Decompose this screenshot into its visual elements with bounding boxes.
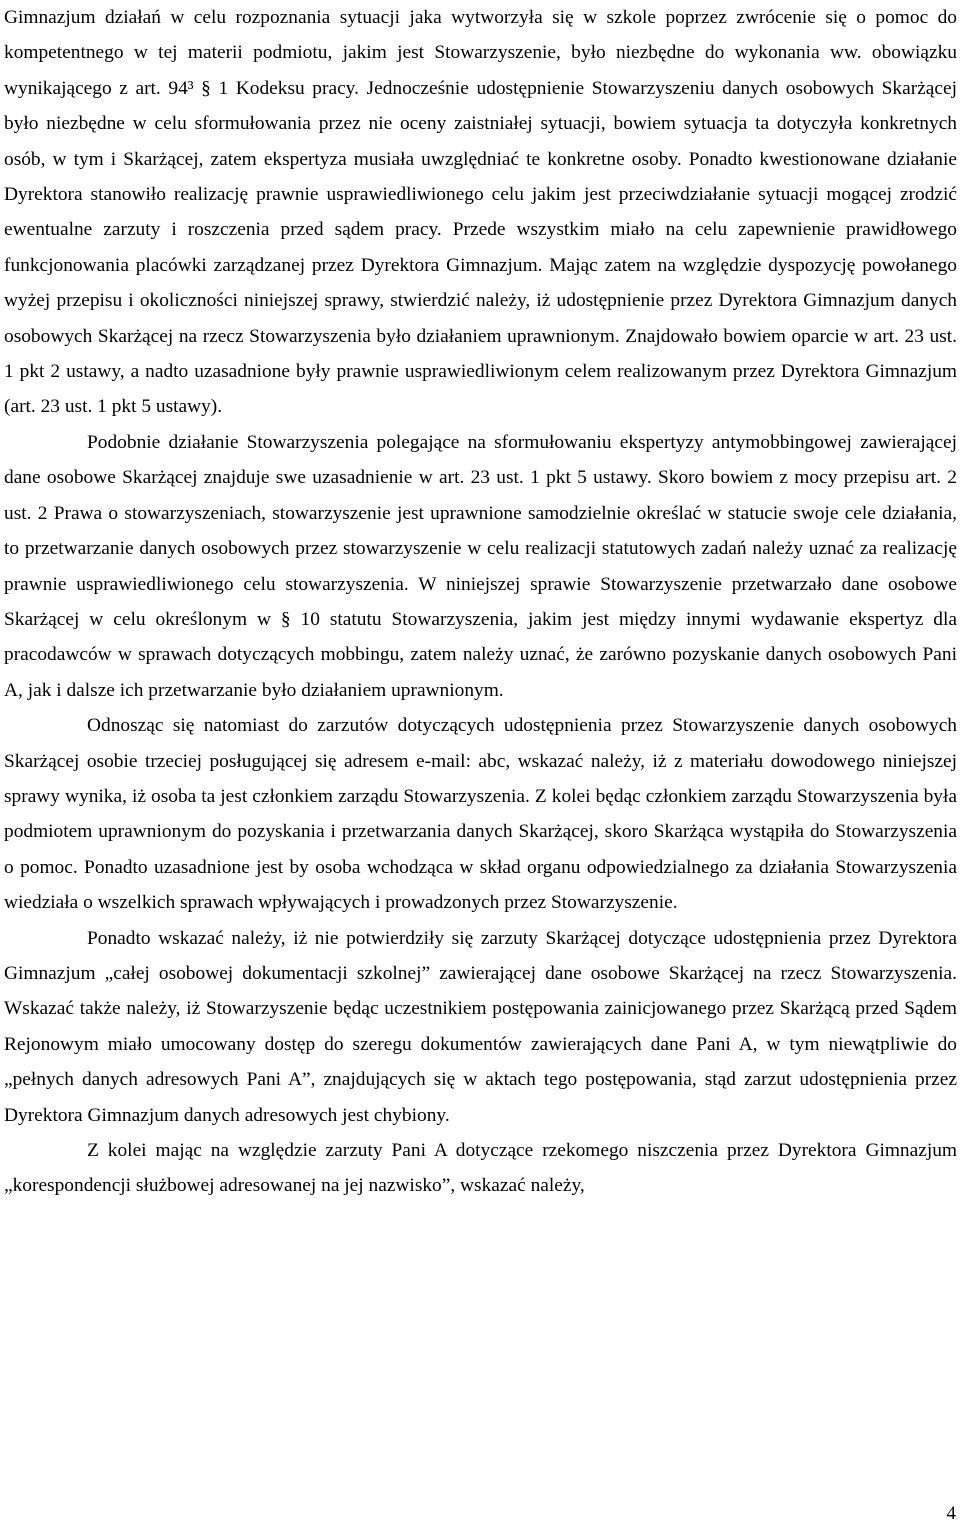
paragraph-5: Z kolei mając na względzie zarzuty Pani A dotyczące rzekomego niszczenia przez Dyrektora Gimnazjum „korespondencji służbowej adresowanej na jej nazwisko”, wskazać należy, [4,1140,957,1197]
document-body [4,0,957,1204]
page-number: 4 [946,1503,956,1524]
paragraph-4: Ponadto wskazać należy, iż nie potwierdziły się zarzuty Skarżącej dotyczące udostępnienia przez Dyrektora Gimnazjum „całej osobowej dokumentacji szkolnej” zawierającej dane osobowe Skarżącej na rzecz Stowarzyszenia. Wskazać także należy, iż Stowarzyszenie będąc uczestnikiem postępowania zainicjowanego przez Skarżącą przed Sądem Rejonowym miało umocowany dostęp do szeregu dokumentów zawierających dane Pani A, w tym niewątpliwie do „pełnych danych adresowych Pani A”, znajdujących się w aktach tego postępowania, stąd zarzut udostępnienia przez Dyrektora Gimnazjum danych adresowych jest chybiony. [4,927,957,1126]
paragraph-2: Podobnie działanie Stowarzyszenia polegające na sformułowaniu ekspertyzy antymobbingowej zawierającej dane osobowe Skarżącej znajduje swe uzasadnienie w art. 23 ust. 1 pkt 5 ustawy. Skoro bowiem z mocy przepisu art. 2 ust. 2 Prawa o stowarzyszeniach, stowarzyszenie jest uprawnione samodzielnie określać w statucie swoje cele działania, to przetwarzanie danych osobowych przez stowarzyszenie w celu realizacji statutowych zadań należy uznać za realizację prawnie usprawiedliwionego celu stowarzyszenia. W niniejszej sprawie Stowarzyszenie przetwarzało dane osobowe Skarżącej w celu określonym w § 10 statutu Stowarzyszenia, jakim jest między innymi wydawanie ekspertyz dla pracodawców w sprawach dotyczących mobbingu, zatem należy uznać, że zarówno pozyskanie danych osobowych Pani A, jak i dalsze ich przetwarzanie było działaniem uprawnionym. [4,431,957,701]
paragraph-3: Odnosząc się natomiast do zarzutów dotyczących udostępnienia przez Stowarzyszenie danych osobowych Skarżącej osobie trzeciej posługującej się adresem e-mail: abc, wskazać należy, iż z materiału dowodowego niniejszej sprawy wynika, iż osoba ta jest członkiem zarządu Stowarzyszenia. Z kolei będąc członkiem zarządu Stowarzyszenia była podmiotem uprawnionym do pozyskania i przetwarzania danych Skarżącej, skoro Skarżąca wystąpiła do Stowarzyszenia o pomoc. Ponadto uzasadnione jest by osoba wchodząca w skład organu odpowiedzialnego za działania Stowarzyszenia wiedziała o wszelkich sprawach wpływających i prowadzonych przez Stowarzyszenie. [4,715,957,914]
paragraph-1: Gimnazjum działań w celu rozpoznania sytuacji jaka wytworzyła się w szkole poprzez zwrócenie się o pomoc do kompetentnego w tej materii podmiotu, jakim jest Stowarzyszenie, było niezbędne do wykonania ww. obowiązku wynikającego z art. 94³ § 1 Kodeksu pracy. Jednocześnie udostępnienie Stowarzyszeniu danych osobowych Skarżącej było niezbędne w celu sformułowania przez nie oceny zaistniałej sytuacji, bowiem sytuacja ta dotyczyła konkretnych osób, w tym i Skarżącej, zatem ekspertyza musiała uwzględniać te konkretne osoby. Ponadto kwestionowane działanie Dyrektora stanowiło realizację prawnie usprawiedliwionego celu jakim jest przeciwdziałanie sytuacji mogącej zrodzić ewentualne zarzuty i roszczenia przed sądem pracy. Przede wszystkim miało na celu zapewnienie prawidłowego funkcjonowania placówki zarządzanej przez Dyrektora Gimnazjum. Mając zatem na względzie dyspozycję powołanego wyżej przepisu i okoliczności niniejszej sprawy, stwierdzić należy, iż udostępnienie przez Dyrektora Gimnazjum danych osobowych Skarżącej na rzecz Stowarzyszenia było działaniem uprawnionym. Znajdowało bowiem oparcie w art. 23 ust. 1 pkt 2 ustawy, a nadto uzasadnione były prawnie usprawiedliwionym celem realizowanym przez Dyrektora Gimnazjum (art. 23 ust. 1 pkt 5 ustawy). [4,7,957,418]
